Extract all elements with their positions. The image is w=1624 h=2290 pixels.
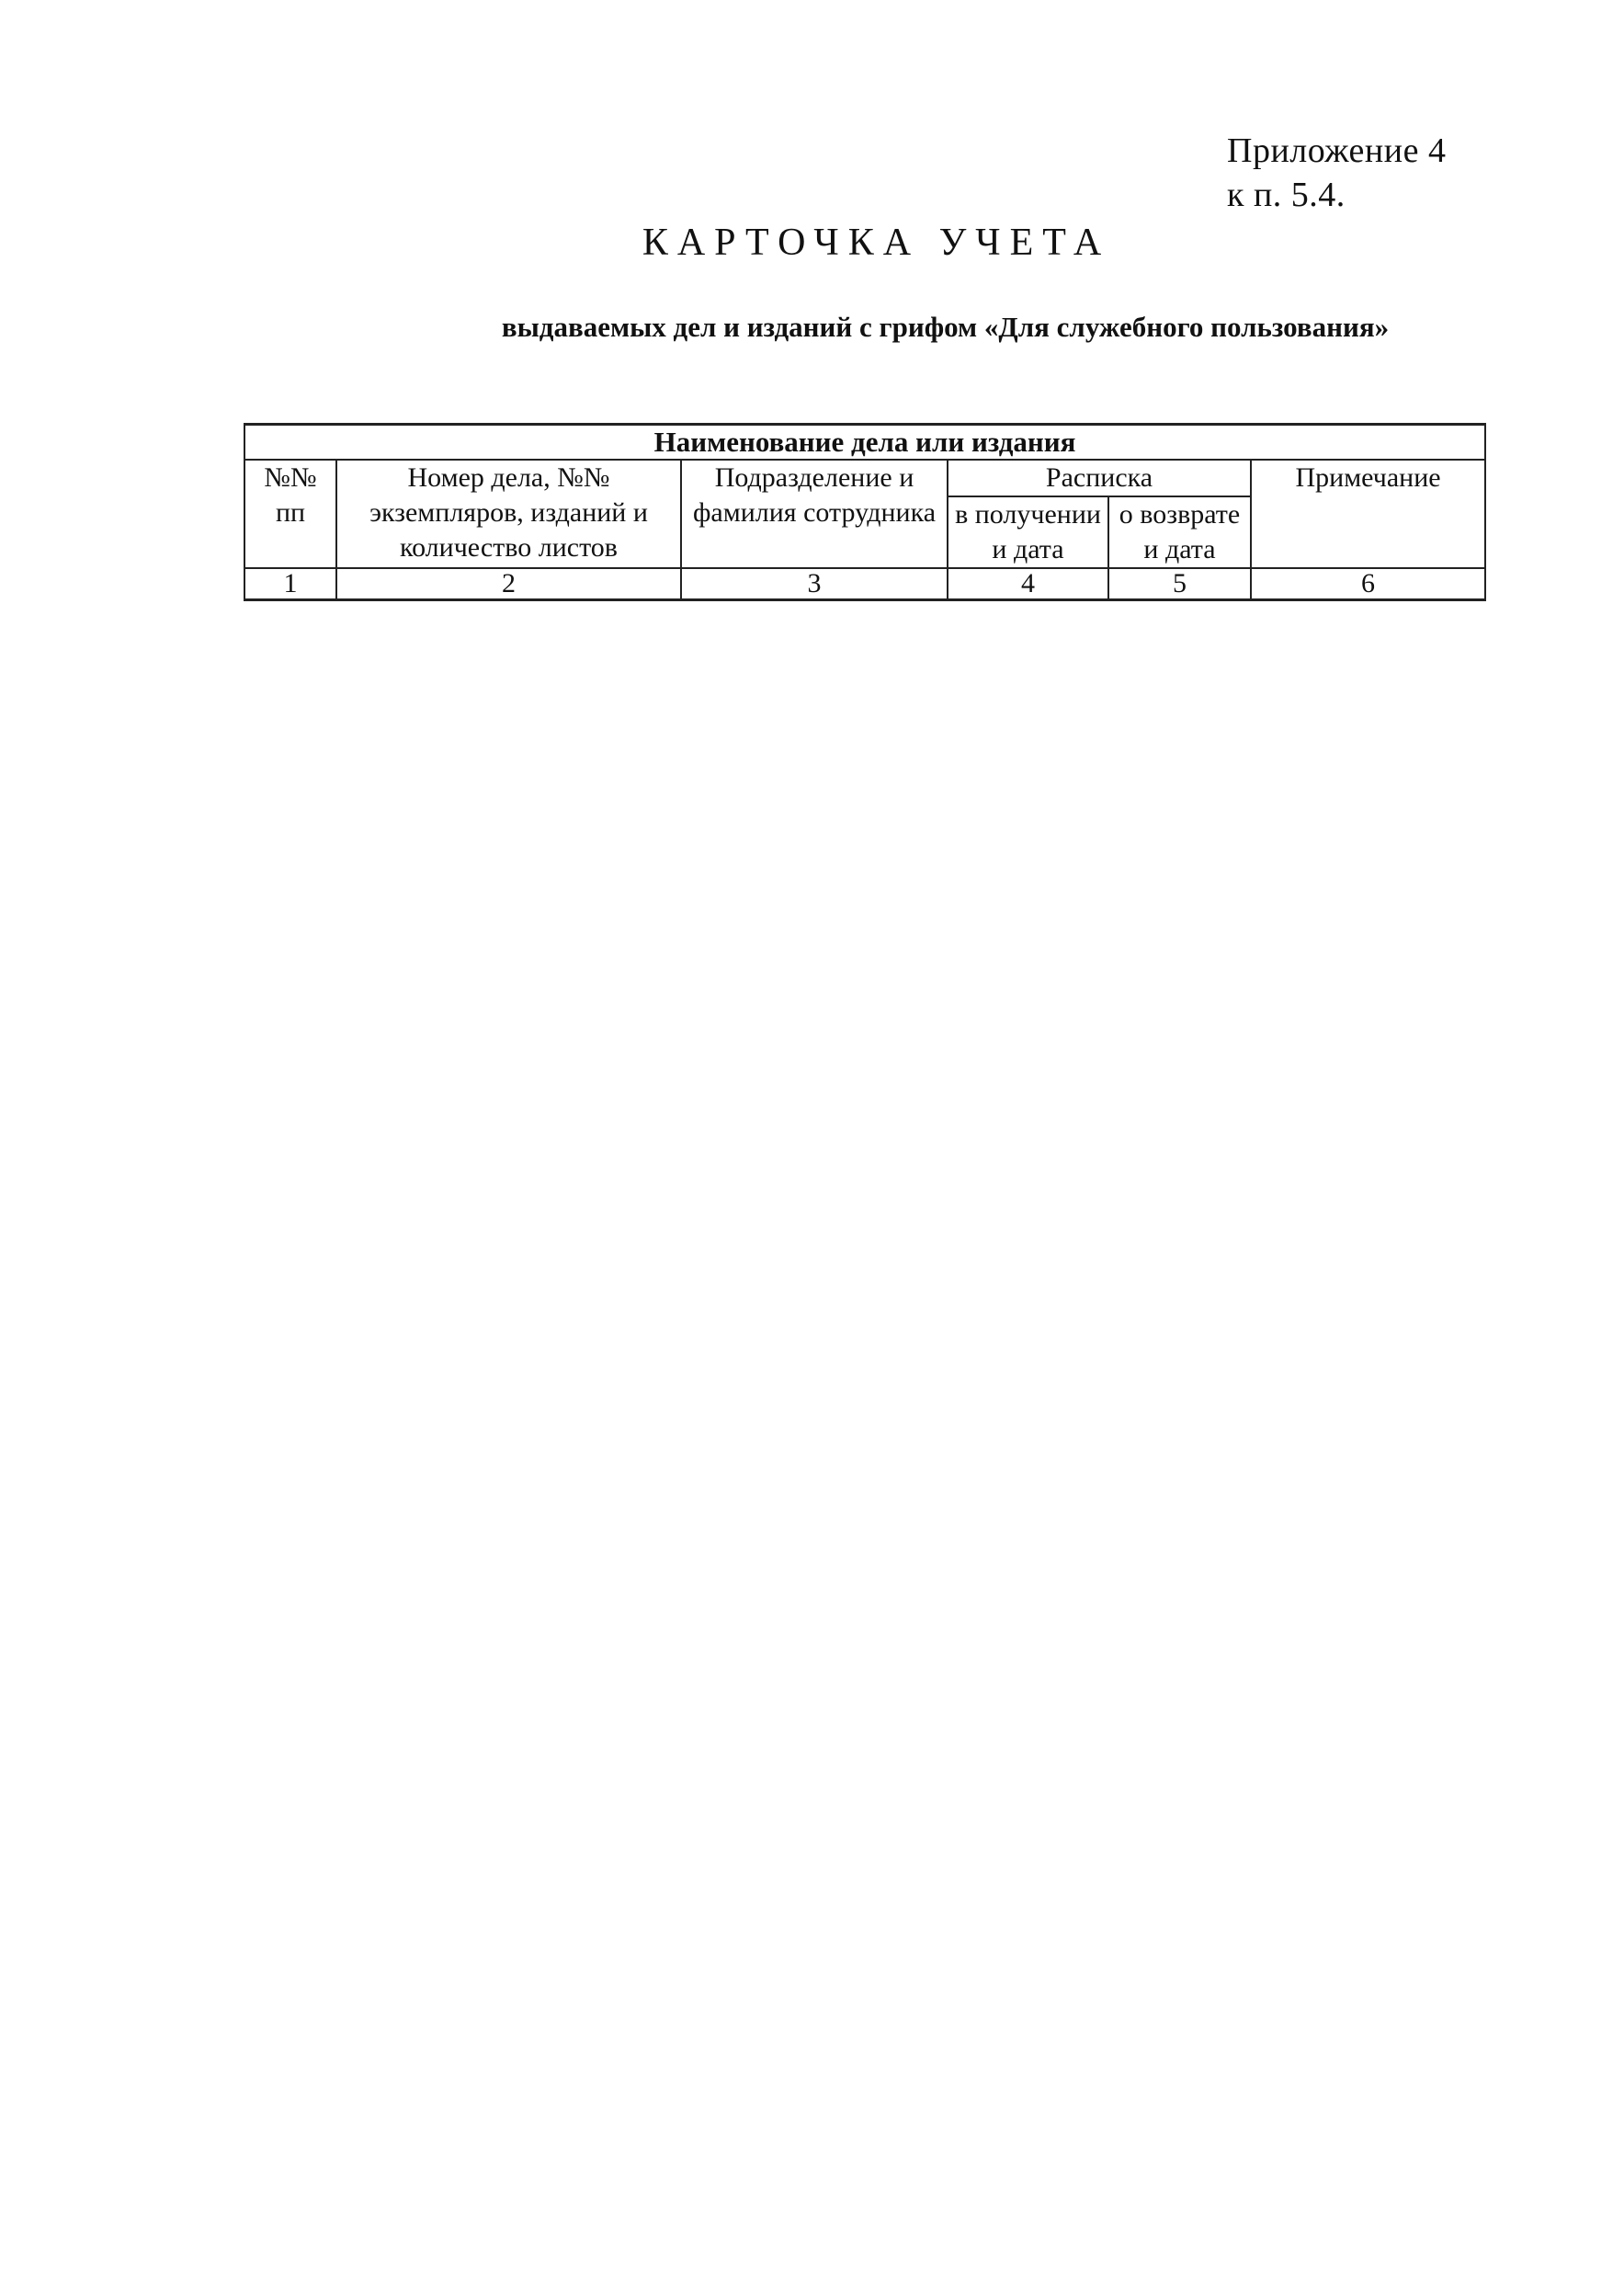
document-title: КАРТОЧКА УЧЕТА bbox=[642, 222, 1111, 264]
header-serial-number: №№ пп bbox=[244, 460, 336, 568]
appendix-label: Приложение 4 bbox=[1227, 131, 1447, 170]
appendix-reference bbox=[1227, 129, 1446, 217]
table-caption: Наименование дела или издания bbox=[244, 425, 1485, 461]
appendix-clause: к п. 5.4. bbox=[1227, 176, 1346, 214]
column-number-5: 5 bbox=[1108, 568, 1251, 600]
record-card-table bbox=[244, 423, 1486, 601]
column-number-4: 4 bbox=[948, 568, 1108, 600]
document-subtitle: выдаваемых дел и изданий с грифом «Для служебного пользования» bbox=[501, 311, 1390, 343]
header-department-employee: Подразделение и фамилия сотрудника bbox=[681, 460, 948, 568]
header-returned-date: о возврате и дата bbox=[1108, 496, 1251, 568]
column-number-3: 3 bbox=[681, 568, 948, 600]
column-number-6: 6 bbox=[1251, 568, 1485, 600]
header-receipt-group: Расписка bbox=[948, 460, 1251, 496]
header-case-number: Номер дела, №№ экземпляров, изданий и количество листов bbox=[336, 460, 681, 568]
header-note: Примечание bbox=[1251, 460, 1485, 568]
column-number-1: 1 bbox=[244, 568, 336, 600]
header-received-date: в получении и дата bbox=[948, 496, 1108, 568]
column-number-2: 2 bbox=[336, 568, 681, 600]
